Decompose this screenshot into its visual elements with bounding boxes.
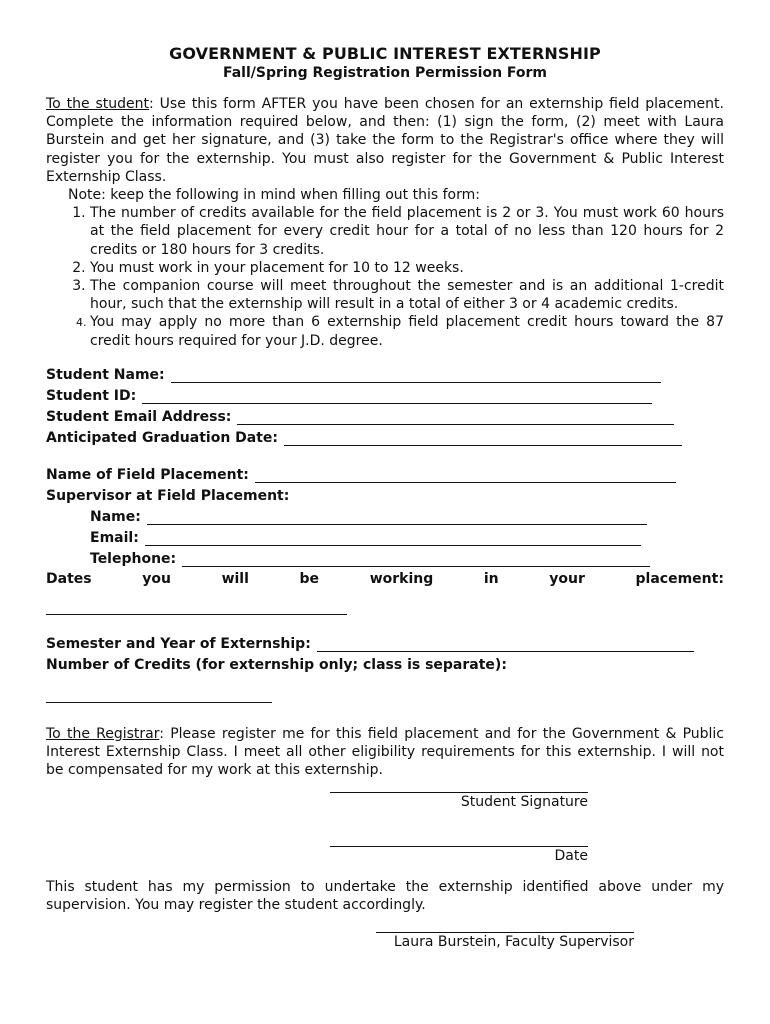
semester-field[interactable] [317,637,694,652]
student-signature-block [330,792,588,810]
dates-field[interactable] [46,613,347,615]
student-id-label: Student ID: [46,387,137,404]
list-item: 4. You may apply no more than 6 externship field placement credit hours toward the 87 credit hours required for your J.D. degree. [90,313,724,349]
student-name-row [46,362,724,383]
graduation-date-field[interactable] [284,431,682,446]
dates-word: Dates [46,570,92,587]
permission-text: This student has my permission to undertake the externship identified above under my supervision. You may register the student accordingly. [46,879,724,914]
student-email-row [46,404,724,425]
faculty-signature-field[interactable] [376,932,634,933]
supervisor-phone-row [46,546,724,567]
student-instructions [46,95,724,186]
date-field[interactable] [330,846,588,847]
credits-label: Number of Credits (for externship only; class is separate): [46,656,507,673]
student-name-label: Student Name: [46,366,165,383]
student-instructions-text: : Use this form AFTER you have been chosen for an externship field placement. Complete the information required below, and then: (1) sign the form, (2) meet with Laura Burstein and get her signature, and (3) take the form to the Registrar's office where they will register you for the externship. You must also register for the Government & Public Interest Externship Class. [46,96,724,185]
student-email-field[interactable] [237,410,674,425]
form-title: GOVERNMENT & PUBLIC INTEREST EXTERNSHIP [169,44,601,63]
graduation-date-label: Anticipated Graduation Date: [46,429,279,446]
student-signature-field[interactable] [330,792,588,793]
supervisor-name-field[interactable] [147,510,647,525]
list-item: 1. The number of credits available for the field placement is 2 or 3. You must work 60 hours at the field placement for every credit hour for a total of no less than 120 hours for 2 credits or 180 hours for 3 credits. [90,204,724,259]
student-signature-label: Student Signature [460,794,588,810]
supervisor-label: Supervisor at Field Placement: [46,487,290,504]
credits-row [46,652,724,673]
supervisor-phone-label: Telephone: [90,550,177,567]
supervisor-name-row [46,504,724,525]
form-page [46,44,724,779]
date-label: Date [554,848,588,864]
placement-name-field[interactable] [255,468,676,483]
registrar-text: : Please register me for this field placement and for the Government & Public Interest Externship Class. I meet all other eligibility requirements for this externship. I will not be compensated for my work at this externship. [46,725,725,779]
supervisor-name-label: Name: [90,508,141,525]
form-subtitle: Fall/Spring Registration Permission Form [222,65,548,81]
dates-word: your [549,570,585,587]
requirements-list [46,204,724,350]
student-instructions-label: To the student [46,96,150,112]
registrar-label: To the Registrar [46,725,160,742]
dates-word: you [142,570,171,587]
supervisor-email-field[interactable] [145,531,641,546]
dates-word: in [483,570,499,587]
student-id-field[interactable] [142,389,652,404]
semester-label: Semester and Year of Externship: [46,635,311,652]
supervisor-phone-field[interactable] [182,552,650,567]
dates-word: working [369,570,434,587]
graduation-date-row [46,425,724,446]
registrar-statement [46,725,724,780]
dates-row [46,567,724,587]
student-email-label: Student Email Address: [46,408,232,425]
note-text: Note: keep the following in mind when filling out this form: [68,187,480,204]
supervisor-email-row [46,525,724,546]
placement-name-label: Name of Field Placement: [46,466,249,483]
dates-word: be [299,570,320,587]
student-id-row [46,383,724,404]
student-name-field[interactable] [171,368,661,383]
placement-name-row [46,462,724,483]
list-item: 3. The companion course will meet throughout the semester and is an additional 1-credit hour, such that the externship will result in a total of either 3 or 4 academic credits. [90,277,724,313]
semester-row [46,631,724,652]
dates-word: placement: [635,570,724,587]
faculty-signature-label: Laura Burstein, Faculty Supervisor [393,934,634,950]
supervisor-email-label: Email: [90,529,139,546]
student-fields [46,362,724,703]
supervisor-row [46,483,724,504]
faculty-signature-block [376,932,634,950]
dates-word: will [221,570,249,587]
credits-field[interactable] [46,701,272,703]
list-item: 2. You must work in your placement for 10 to 12 weeks. [90,259,724,277]
date-block [330,846,588,864]
